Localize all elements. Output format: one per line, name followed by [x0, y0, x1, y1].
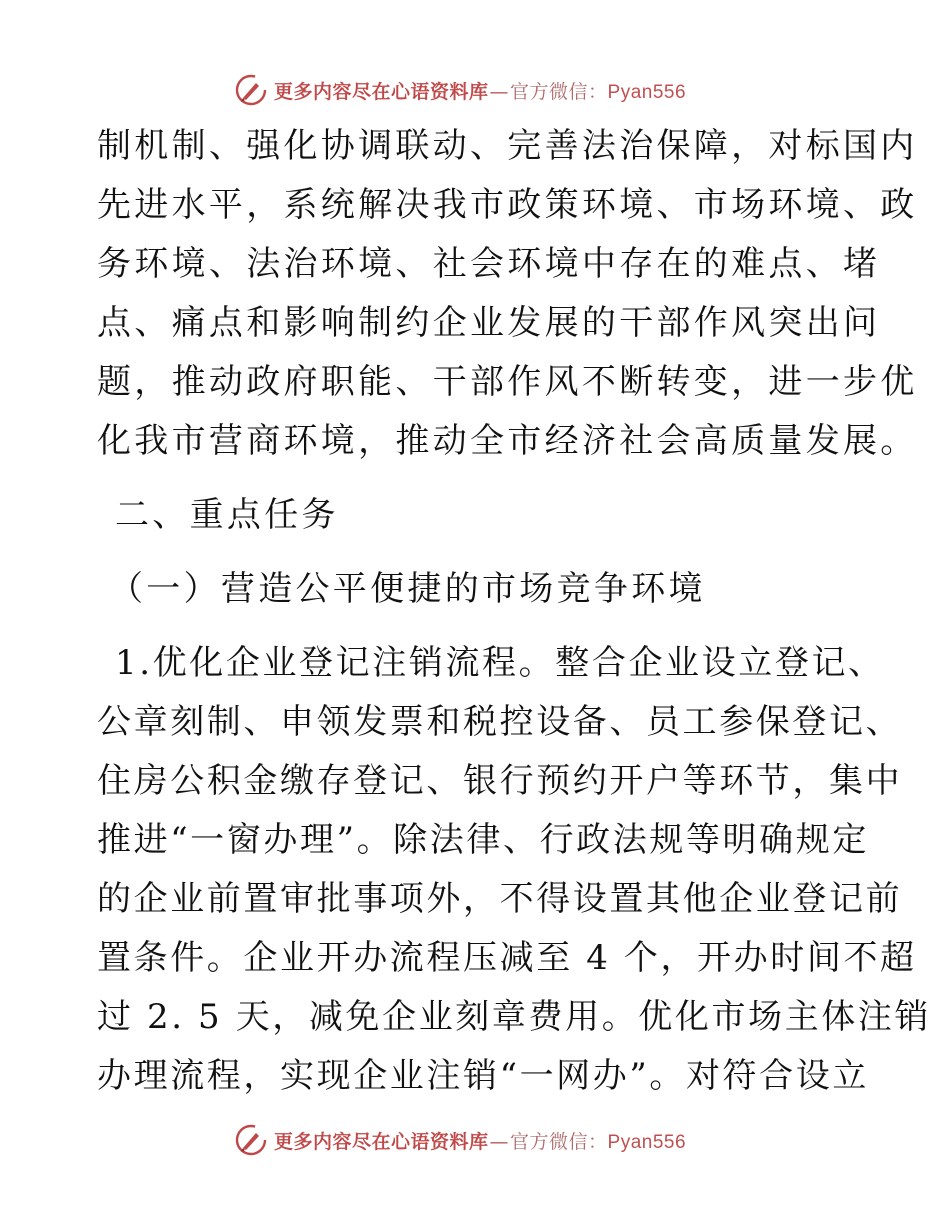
subsection-heading: （一）营造公平便捷的市场竞争环境 [109, 569, 706, 609]
item-1-paragraph [97, 634, 932, 1106]
text-line: 点、痛点和影响制约企业发展的干部作风突出问 [97, 303, 881, 343]
text-line: 办理流程，实现企业注销“一网办”。对符合设立 [97, 1056, 869, 1096]
text-line: 公章刻制、申领发票和税控设备、员工参保登记、 [97, 702, 903, 742]
text-line: 题，推动政府职能、干部作风不断转变，进一步优 [97, 362, 918, 402]
document-body [97, 117, 932, 1106]
text-line: 务环境、法治环境、社会环境中存在的难点、堵 [97, 244, 881, 284]
text-line: 住房公积金缴存登记、银行预约开户等环节，集中 [97, 761, 903, 801]
text-line: 制机制、强化协调联动、完善法治保障，对标国内 [97, 126, 918, 166]
watermark-text [274, 77, 686, 104]
text-line: 推进“一窗办理”。除法律、行政法规等明确规定 [97, 820, 869, 860]
watermark-separator: — [489, 1130, 510, 1153]
text-line: 的企业前置审批事项外，不得设置其他企业登记前 [97, 879, 903, 919]
text-line: 过 2. 5 天，减免企业刻章费用。优化市场主体注销 [97, 997, 932, 1037]
intro-paragraph [97, 117, 918, 471]
watermark-wechat-id: Pyan556 [607, 81, 687, 103]
watermark-site-text: 更多内容尽在心语资料库 [274, 80, 489, 103]
watermark-site-text: 更多内容尽在心语资料库 [274, 1130, 489, 1153]
watermark-text [274, 1127, 686, 1154]
text-line: 置条件。企业开办流程压减至 4 个，开办时间不超 [97, 938, 917, 978]
watermark-label: 官方微信： [510, 80, 608, 103]
watermark-separator: — [489, 80, 510, 103]
section-heading: 二、重点任务 [115, 495, 339, 535]
text-line: 化我市营商环境，推动全市经济社会高质量发展。 [97, 421, 918, 461]
watermark-label: 官方微信： [510, 1130, 608, 1153]
pen-circle-icon [234, 1123, 268, 1157]
watermark-wechat-id: Pyan556 [607, 1131, 687, 1153]
text-line: 1.优化企业登记注销流程。整合企业设立登记、 [115, 643, 885, 683]
pen-circle-icon [234, 73, 268, 107]
footer-watermark [234, 1122, 686, 1158]
text-line: 先进水平，系统解决我市政策环境、市场环境、政 [97, 185, 918, 225]
header-watermark [234, 72, 686, 108]
